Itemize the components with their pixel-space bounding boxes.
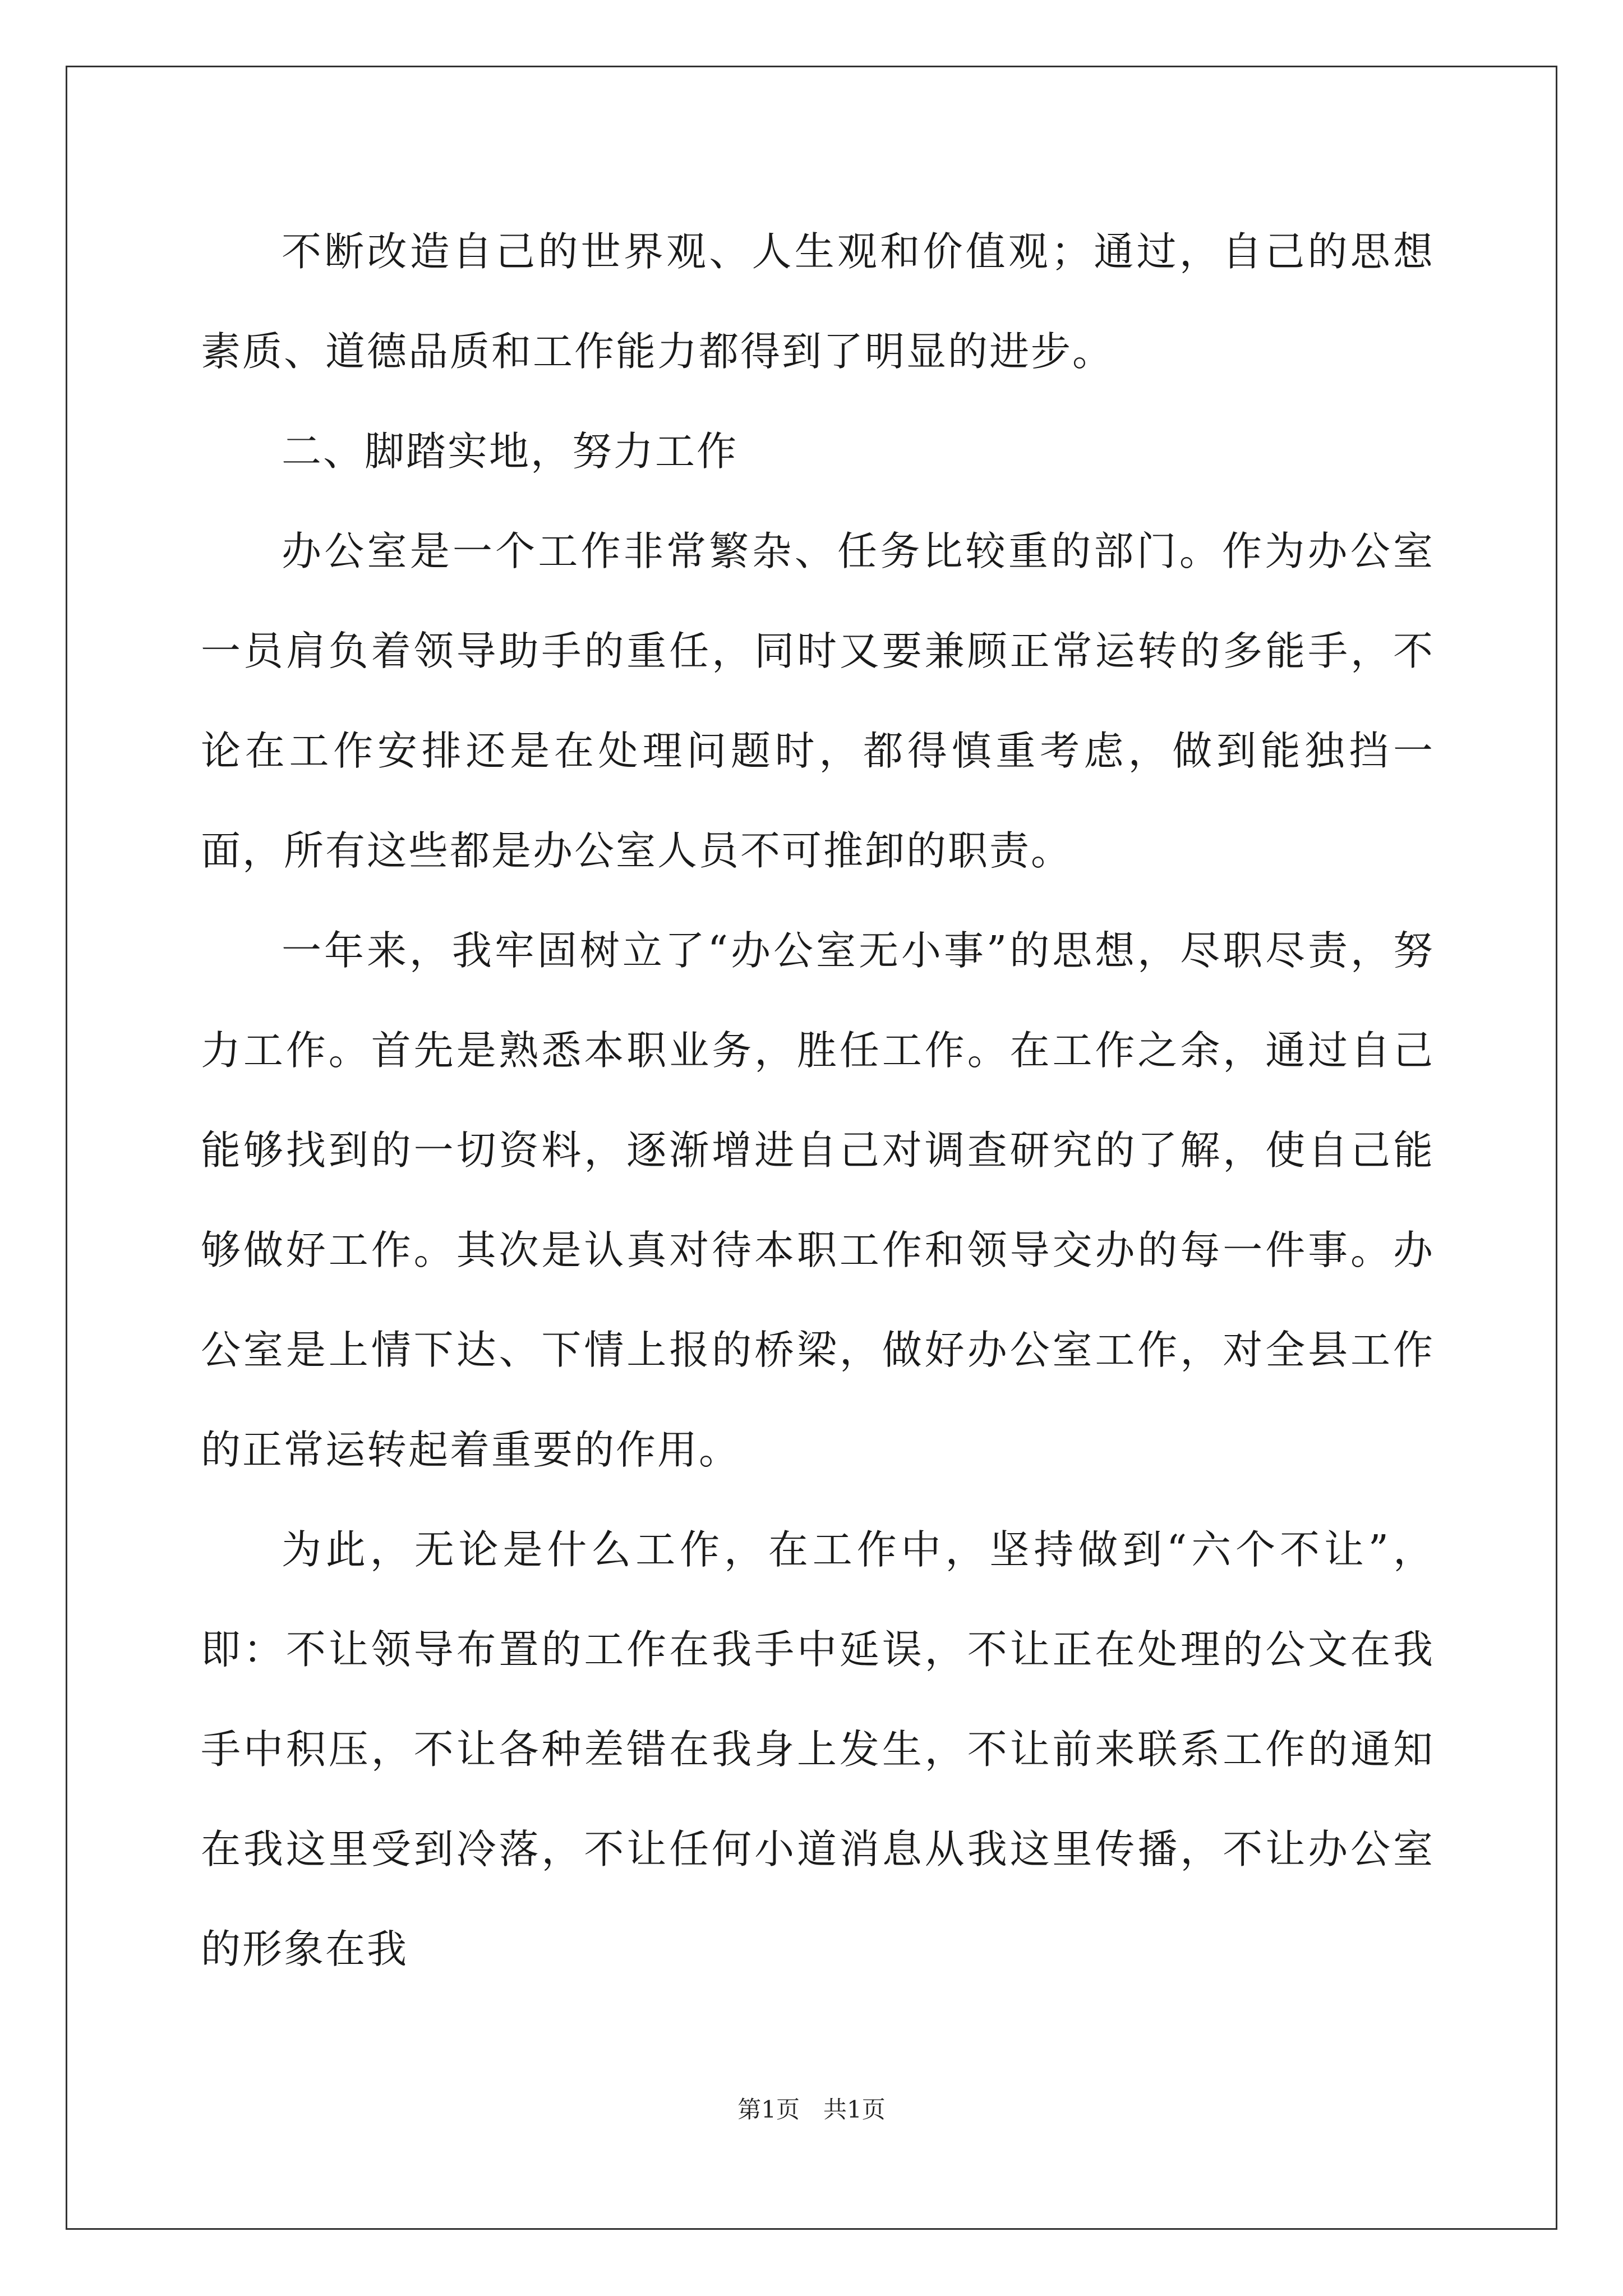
section-heading: 二、脚踏实地，努力工作 [282,428,739,475]
document-body [201,202,1435,1999]
paragraph: 办公室是一个工作非常繁杂、任务比较重的部门。作为办公室一员肩负着领导助手的重任，同时又要兼顾正常运转的多能手，不论在工作安排还是在处理问题时，都得慎重考虑，做到能独挡一面，所有这些都是办公室人员不可推卸的职责。 [201,528,1435,874]
paragraph: 一年来，我牢固树立了“办公室无小事”的思想，尽职尽责，努力工作。首先是熟悉本职业务，胜任工作。在工作之余，通过自己能够找到的一切资料，逐渐增进自己对调查研究的了解，使自己能够做好工作。其次是认真对待本职工作和领导交办的每一件事。办公室是上情下达、下情上报的桥梁，做好办公室工作，对全县工作的正常运转起着重要的作用。 [201,927,1435,1473]
page-footer: 第1页 共1页 [737,2096,886,2123]
paragraph: 为此，无论是什么工作，在工作中，坚持做到“六个不让”，即：不让领导布置的工作在我手中延误，不让正在处理的公文在我手中积压，不让各种差错在我身上发生，不让前来联系工作的通知在我这里受到冷落，不让任何小道消息从我这里传播，不让办公室的形象在我 [201,1526,1435,1972]
paragraph: 不断改造自己的世界观、人生观和价值观；通过，自己的思想素质、道德品质和工作能力都得到了明显的进步。 [201,228,1435,375]
